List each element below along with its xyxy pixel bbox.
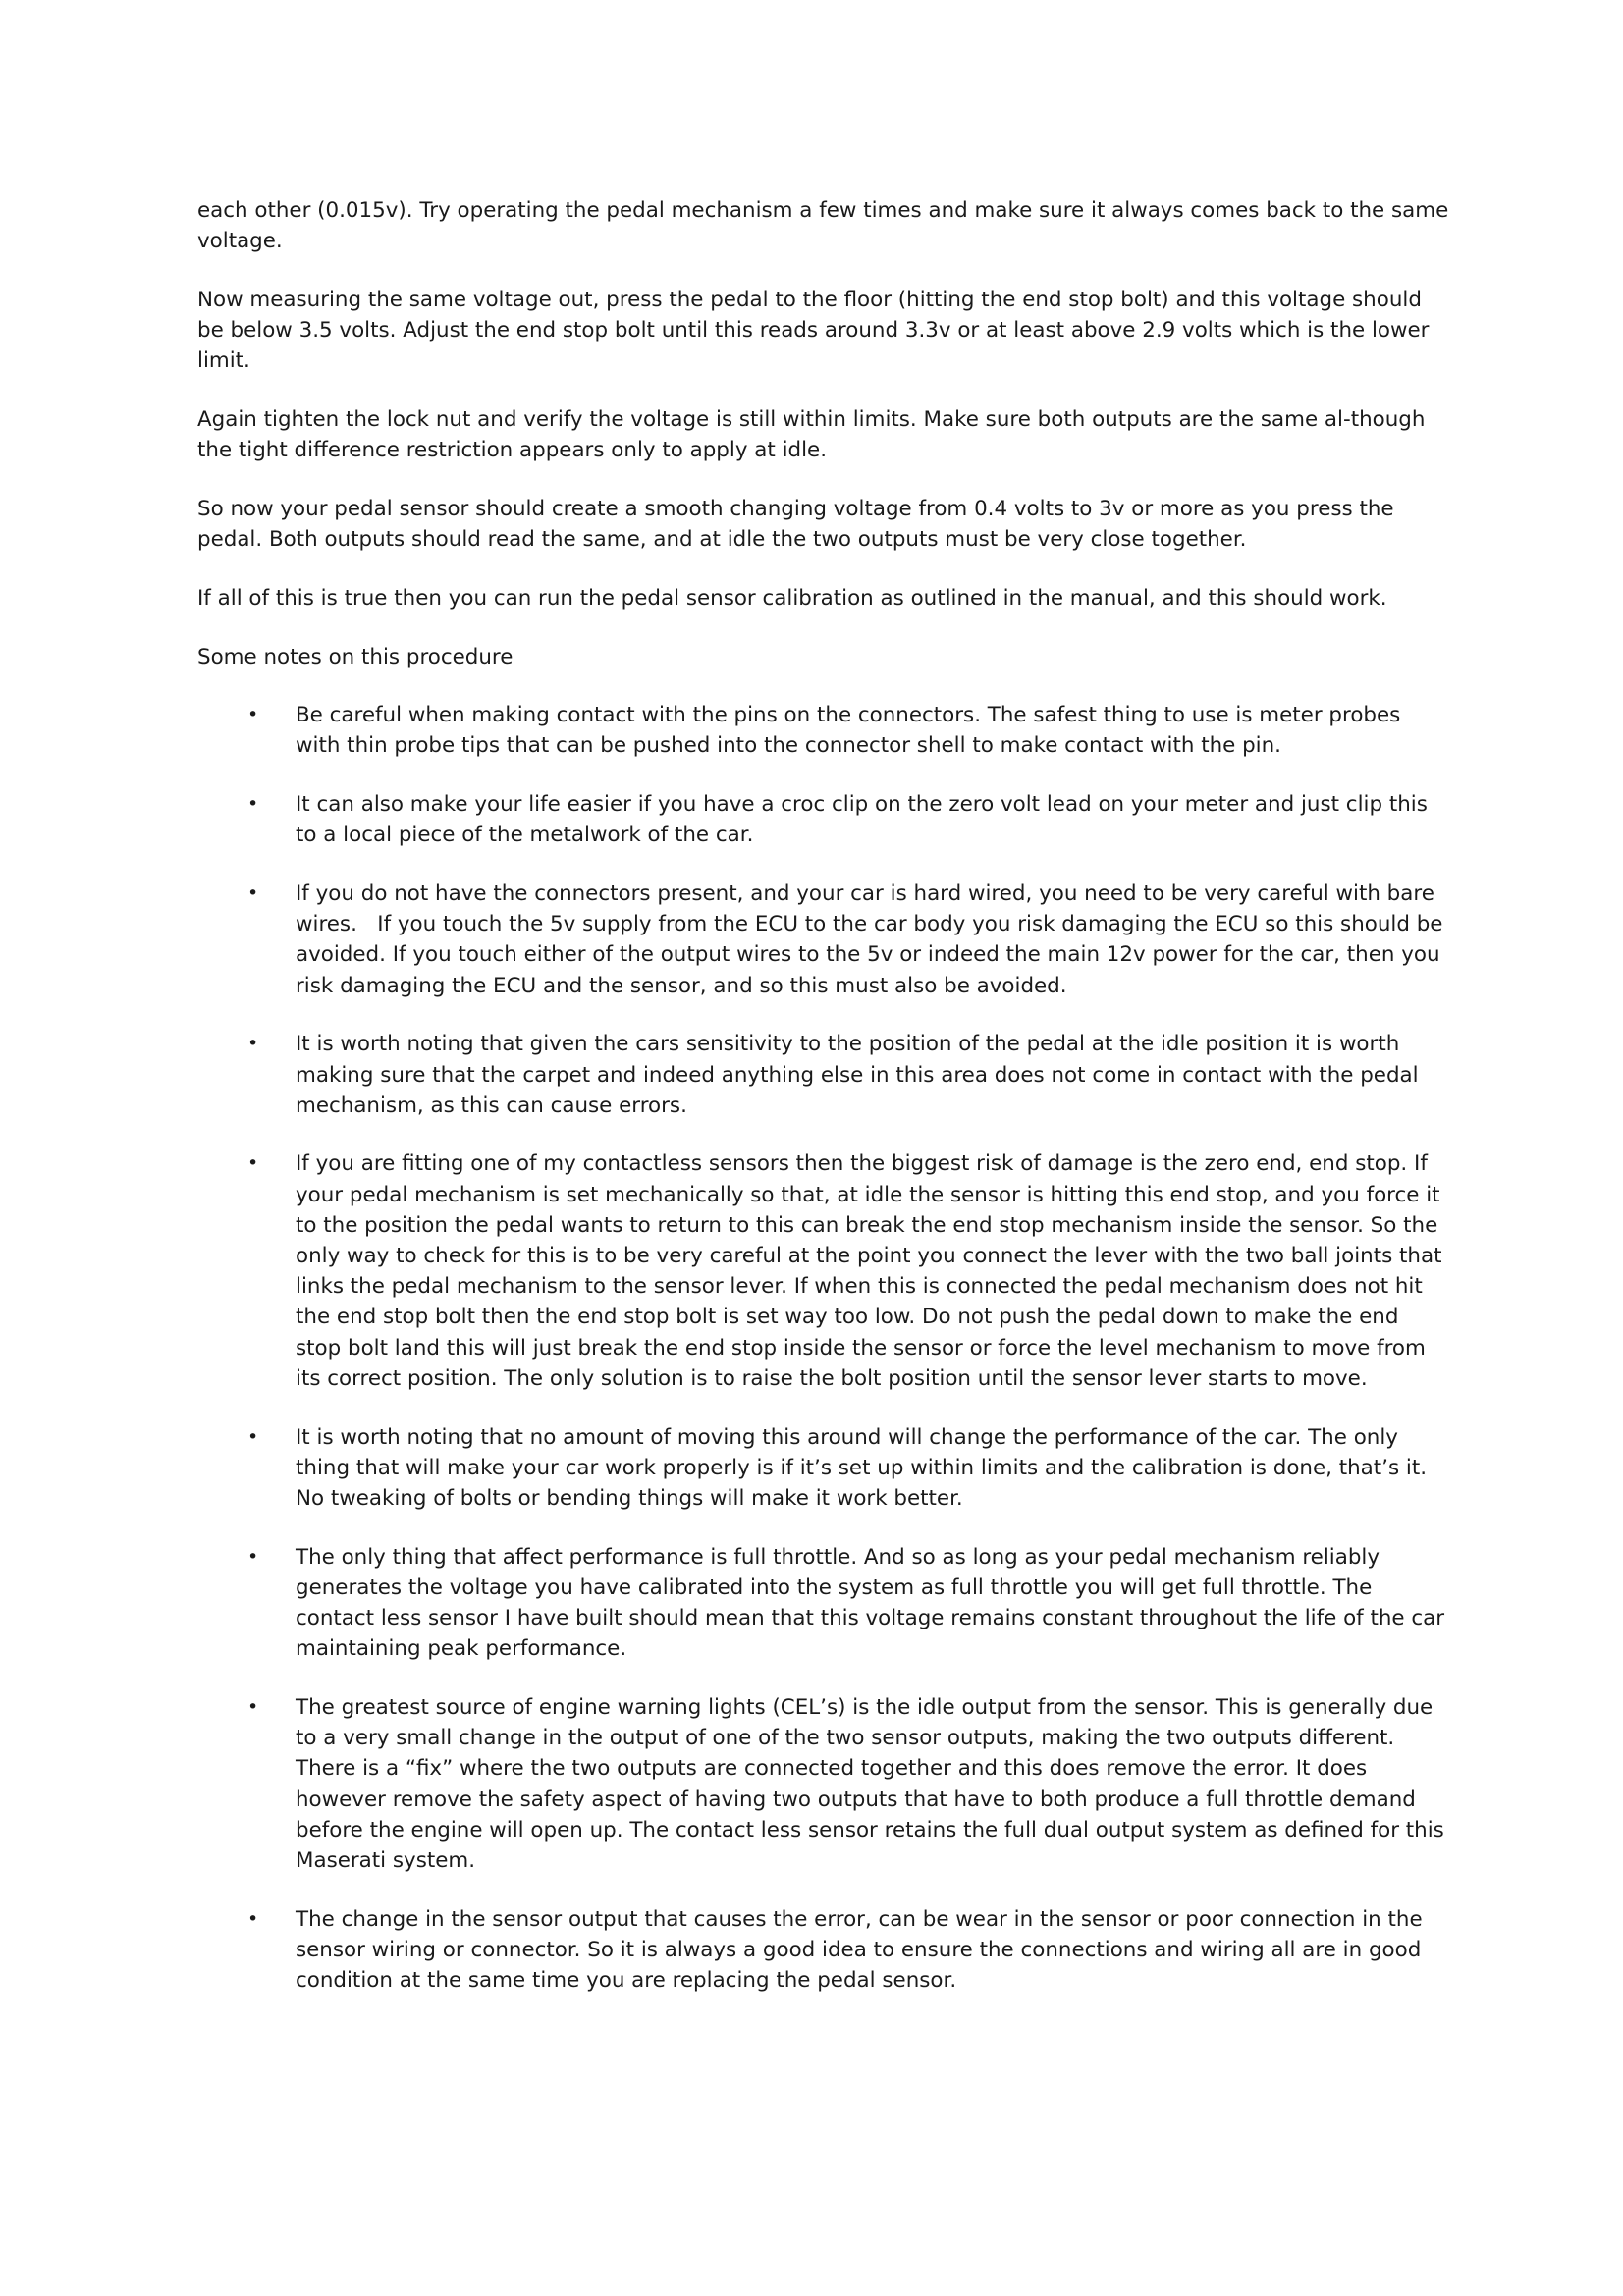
list-item-text: If you are fitting one of my contactless sensors then the biggest risk of damage is the zero end, end stop. If your pedal mechanism is set mechanically so that, at idle the sensor is hitting this end stop, and you force it to the position the pedal wants to return to this can break the end stop mechanism inside the sensor. So the only way to check for this is to be very careful at the point you connect the lever with the two ball joints that links the pedal mechanism to the sensor lever. If when this is connected the pedal mechanism does not hit the end stop bolt then the end stop bolt is set way too low. Do not push the pedal down to make the end stop bolt land this will just break the end stop inside the sensor or force the level mechanism to move from its correct position. The only solution is to raise the bolt position until the sensor lever starts to move. — [296, 1151, 1442, 1391]
bullet-icon: • — [247, 1907, 259, 1930]
document-body — [197, 195, 1449, 2024]
list-item-text: It is worth noting that no amount of moving this around will change the performance of the car. The only thing that will make your car work properly is if it’s set up within limits and the calibration is done, that’s it. No tweaking of bolts or bending things will make it work better. — [296, 1424, 1428, 1511]
notes-heading: Some notes on this procedure — [197, 644, 514, 669]
notes-list — [197, 700, 1449, 1996]
list-item-text: If you do not have the connectors present, and your car is hard wired, you need to be very careful with bare wires. If you touch the 5v supply from the ECU to the car body you risk damaging the ECU so this should be avoided. If you touch either of the output wires to the 5v or indeed the main 12v power for the car, then you risk damaging the ECU and the sensor, and so this must also be avoided. — [296, 881, 1450, 998]
bullet-icon: • — [247, 1425, 259, 1448]
paragraph: If all of this is true then you can run the pedal sensor calibration as outlined in the manual, and this should work. — [197, 585, 1387, 611]
list-item-text: The change in the sensor output that causes the error, can be wear in the sensor or poor connection in the sensor wiring or connector. So it is always a good idea to ensure the connections and wiring all are in good condition at the same time you are replacing the pedal sensor. — [296, 1906, 1423, 1994]
paragraph: So now your pedal sensor should create a smooth changing voltage from 0.4 volts to 3v or more as you press the pedal. Both outputs should read the same, and at idle the two outputs must be very close together. — [197, 496, 1394, 553]
list-item — [197, 789, 1449, 850]
paragraph: Now measuring the same voltage out, press the pedal to the floor (hitting the end stop bolt) and this voltage should be below 3.5 volts. Adjust the end stop bolt until this reads around 3.3v or at least above 2.9 volts which is the lower limit. — [197, 287, 1430, 374]
list-item — [197, 1542, 1449, 1665]
list-item — [197, 1148, 1449, 1394]
list-item — [197, 1422, 1449, 1515]
bullet-icon: • — [247, 1545, 259, 1568]
list-item-text: It can also make your life easier if you have a croc clip on the zero volt lead on your meter and just clip this to a local piece of the metalwork of the car. — [296, 792, 1428, 848]
list-item — [197, 1692, 1449, 1876]
paragraph: Again tighten the lock nut and verify the voltage is still within limits. Make sure both outputs are the same al-though the tight difference restriction appears only to apply at idle. — [197, 407, 1426, 463]
list-item-text: Be careful when making contact with the pins on the connectors. The safest thing to use is meter probes with thin probe tips that can be pushed into the connector shell to make contact with the pin. — [296, 703, 1401, 759]
list-item — [197, 879, 1449, 1001]
list-item-text: The only thing that affect performance is full throttle. And so as long as your pedal mechanism reliably generates the voltage you have calibrated into the system as full throttle you will get full throttle. The contact less sensor I have built should mean that this voltage remains constant throughout the life of the car maintaining peak performance. — [296, 1544, 1445, 1662]
list-item — [197, 1904, 1449, 1997]
list-item — [197, 700, 1449, 761]
bullet-icon: • — [247, 882, 259, 905]
bullet-icon: • — [247, 1033, 259, 1055]
list-item-text: It is worth noting that given the cars sensitivity to the position of the pedal at the idle position it is worth making sure that the carpet and indeed anything else in this area does not come in contact with the pedal mechanism, as this can cause errors. — [296, 1032, 1419, 1118]
bullet-icon: • — [247, 793, 259, 816]
bullet-icon: • — [247, 1152, 259, 1175]
list-item-text: The greatest source of engine warning lights (CEL’s) is the idle output from the sensor. This is generally due to a very small change in the output of one of the two sensor outputs, making the two outputs different. There is a “fix” where the two outputs are connected together and this does remove the error. It does however remove the safety aspect of having two outputs that have to both produce a full throttle demand before the engine will open up. The contact less sensor retains the full dual output system as defined for this Maserati system. — [296, 1695, 1444, 1874]
bullet-icon: • — [247, 1696, 259, 1719]
list-item — [197, 1029, 1449, 1121]
paragraph: each other (0.015v). Try operating the pedal mechanism a few times and make sure it always comes back to the same voltage. — [197, 198, 1449, 254]
bullet-icon: • — [247, 704, 259, 726]
